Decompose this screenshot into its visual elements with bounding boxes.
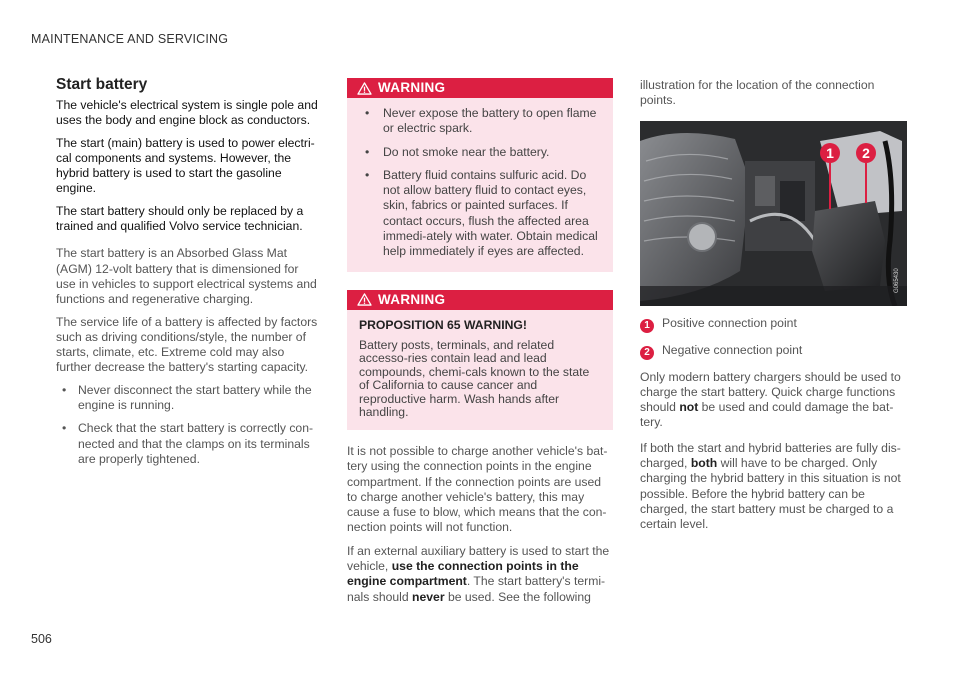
- emphasis-text: both: [690, 456, 718, 471]
- engine-bay-photo: [640, 121, 907, 306]
- paragraph-conductors: The vehicle's electrical system is single pole and uses the body and engine block as conductors.: [56, 98, 318, 128]
- battery-bullets: [56, 383, 320, 467]
- list-item: • Never disconnect the start battery while the engine is running.: [56, 383, 320, 414]
- paragraph-fuse: It is not possible to charge another vehicle's bat-tery using the connection points in the engine compartment. If the connection points are used to charge another vehicle's battery, this may cause a fuse to blow, which means that the con-nection points will not function.: [347, 443, 608, 535]
- warning-box-flame: [347, 78, 613, 272]
- list-item: • Battery fluid contains sulfuric acid. Do not allow battery fluid to contact eyes, skin, fabrics or painted surfaces. If contact occurs, flush the affected area immedi-ately with water. Obtain medical help immediately if eyes are affected.: [359, 168, 601, 260]
- warning-triangle-icon: [357, 293, 372, 306]
- callout-negative: [640, 343, 908, 360]
- page-number: 506: [31, 632, 52, 646]
- warning-header: [347, 290, 613, 310]
- image-code: G065430: [894, 267, 900, 293]
- column-1: [56, 76, 320, 475]
- paragraph-chargers: [640, 370, 908, 431]
- warning-box-prop65: [347, 290, 613, 430]
- text-span: Only modern battery chargers should be used to charge the start battery. Quick charge functions should: [640, 369, 901, 415]
- warning-triangle-icon: [357, 82, 372, 95]
- text-span: will have to be charged. Only charging the hybrid battery in this situation is not possible. Before the hybrid battery can be charged, the start battery must be charged to a certain level.: [640, 456, 901, 532]
- emphasis-text: never: [412, 589, 445, 604]
- text-span: If an external auxiliary battery is used to start the vehicle,: [347, 543, 610, 574]
- callout-2-marker: 2: [862, 144, 870, 161]
- text-span: . The start battery's termi-nals should: [347, 574, 606, 604]
- column-2: [347, 78, 613, 612]
- callout-label: Negative connection point: [662, 342, 803, 357]
- list-item: • Check that the start battery is correctly con-nected and that the clamps on its terminals are properly tightened.: [56, 421, 320, 467]
- callout-positive: [640, 316, 908, 333]
- warning-body: [347, 310, 613, 430]
- warning-header: [347, 78, 613, 98]
- paragraph-agm: The start battery is an Absorbed Glass Mat (AGM) 12-volt battery that is dimensioned for use in vehicles to support electrical systems and functions and regenerative charging.: [56, 246, 317, 307]
- text-span: be used and could damage the bat-tery.: [640, 400, 894, 430]
- running-header: MAINTENANCE AND SERVICING: [31, 32, 229, 46]
- prop65-text: Battery posts, terminals, and related accesso-ries contain lead and lead compounds, chemi-cals known to the state of California to cause cancer and reproductive harm. Wash hands after handling.: [359, 337, 590, 420]
- column-3: [640, 78, 908, 540]
- emphasis-text: use the connection points in the engine compartment: [347, 559, 579, 589]
- list-item: • Do not smoke near the battery.: [359, 145, 601, 160]
- paragraph-both-discharged: [640, 441, 908, 533]
- text-span: be used. See the following: [444, 589, 591, 604]
- warning-title: WARNING: [378, 80, 446, 96]
- paragraph-auxiliary: [347, 544, 613, 605]
- paragraph-illustration-intro: illustration for the location of the connection points.: [640, 78, 875, 108]
- text-span: If both the start and hybrid batteries are fully dis-charged,: [640, 440, 901, 471]
- callout-label: Positive connection point: [662, 315, 797, 330]
- paragraph-service-life: The service life of a battery is affected by factors such as driving conditions/style, the number of starts, climate, etc. Extreme cold may also further decrease the battery's starting capacity.: [56, 314, 318, 375]
- emphasis-text: not: [679, 400, 699, 415]
- callout-number-badge: 2: [640, 346, 654, 360]
- callout-1-marker: 1: [826, 144, 834, 161]
- paragraph-replacement: The start battery should only be replaced by a trained and qualified Volvo service technician.: [56, 203, 304, 234]
- engine-bay-illustration: [640, 121, 907, 306]
- callout-number-badge: 1: [640, 319, 654, 333]
- prop65-heading: PROPOSITION 65 WARNING!: [359, 317, 527, 332]
- list-item: • Never expose the battery to open flame or electric spark.: [359, 106, 601, 137]
- warning-title: WARNING: [378, 292, 446, 308]
- warning-body: [347, 98, 613, 272]
- warning-list: [359, 106, 601, 260]
- paragraph-start-battery-use: The start (main) battery is used to power electri-cal components and systems. However, the hybrid battery is used to start the gasoline engine.: [56, 135, 315, 196]
- section-title: Start battery: [56, 76, 148, 93]
